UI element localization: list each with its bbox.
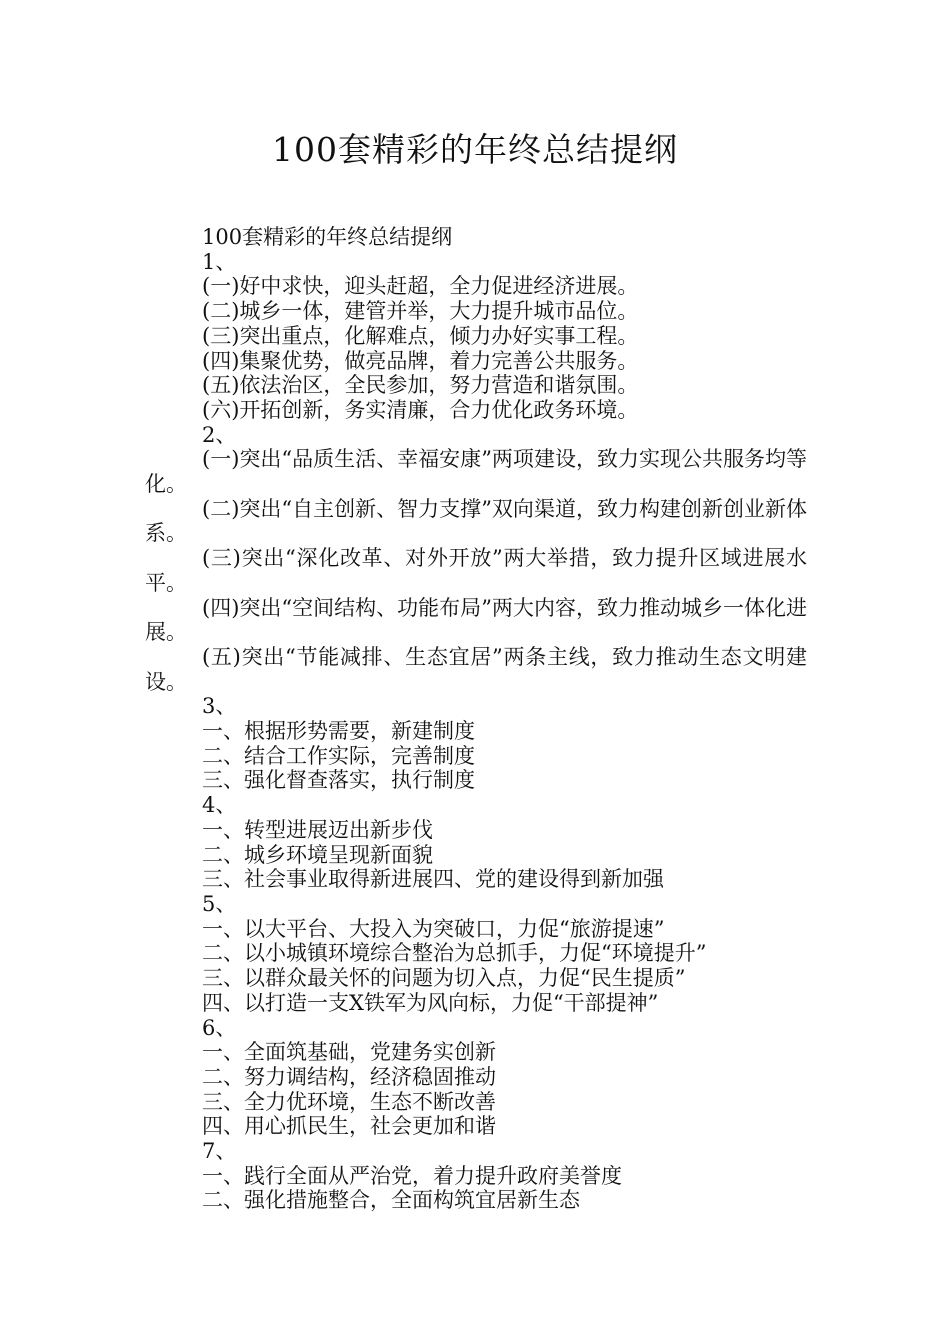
paragraph: 三、强化督查落实，执行制度 [202, 768, 475, 793]
paragraph: (四)集聚优势，做亮品牌，着力完善公共服务。 [202, 348, 639, 373]
paragraph: 一、以大平台、大投入为突破口，力促“旅游提速” [202, 916, 665, 941]
paragraph: 二、城乡环境呈现新面貌 [202, 842, 433, 867]
paragraph: 二、强化措施整合，全面构筑宜居新生态 [202, 1188, 580, 1213]
paragraph: 三、全力优环境，生态不断改善 [202, 1089, 496, 1114]
paragraph: 一、根据形势需要，新建制度 [202, 719, 475, 744]
paragraph: 二、结合工作实际，完善制度 [202, 743, 475, 768]
paragraph: 6、 [202, 1015, 237, 1040]
paragraph: 一、践行全面从严治党，着力提升政府美誉度 [202, 1163, 622, 1188]
paragraph: 3、 [202, 694, 237, 719]
paragraph: 一、转型进展迈出新步伐 [202, 817, 433, 842]
paragraph: 二、以小城镇环境综合整治为总抓手，力促“环境提升” [202, 941, 707, 966]
paragraph: 三、以群众最关怀的问题为切入点，力促“民生提质” [202, 966, 686, 991]
paragraph: 100套精彩的年终总结提纲 [202, 225, 453, 249]
paragraph: 5、 [202, 891, 237, 916]
paragraph: 2、 [202, 422, 237, 447]
paragraph: (二)突出“自主创新、智力支撑”双向渠道，致力构建创新创业新体系。 [145, 496, 807, 546]
paragraph: 二、努力调结构，经济稳固推动 [202, 1064, 496, 1089]
paragraph: (四)突出“空间结构、功能布局”两大内容，致力推动城乡一体化进展。 [145, 595, 807, 645]
paragraph: (一)好中求快，迎头赶超，全力促进经济进展。 [202, 274, 639, 299]
paragraph: 7、 [202, 1139, 237, 1164]
paragraph: (六)开拓创新，务实清廉，合力优化政务环境。 [202, 397, 639, 422]
paragraph: 四、用心抓民生，社会更加和谐 [202, 1114, 496, 1139]
paragraph: (五)突出“节能减排、生态宜居”两条主线，致力推动生态文明建设。 [145, 644, 807, 694]
paragraph: (一)突出“品质生活、幸福安康”两项建设，致力实现公共服务均等化。 [145, 447, 807, 497]
paragraph: (三)突出重点，化解难点，倾力办好实事工程。 [202, 323, 639, 348]
paragraph: (五)依法治区，全民参加，努力营造和谐氛围。 [202, 373, 639, 398]
paragraph: 一、全面筑基础，党建务实创新 [202, 1040, 496, 1065]
paragraph: 4、 [202, 793, 237, 818]
paragraph: 三、社会事业取得新进展四、党的建设得到新加强 [202, 867, 664, 892]
paragraph: (二)城乡一体，建管并举，大力提升城市品位。 [202, 299, 639, 324]
paragraph: 1、 [202, 249, 237, 274]
document-body [145, 225, 807, 1213]
paragraph: 四、以打造一支X铁军为风向标，力促“干部提神” [202, 990, 659, 1015]
document-title: 100套精彩的年终总结提纲 [272, 130, 678, 169]
paragraph: (三)突出“深化改革、对外开放”两大举措，致力提升区域进展水平。 [145, 546, 807, 595]
